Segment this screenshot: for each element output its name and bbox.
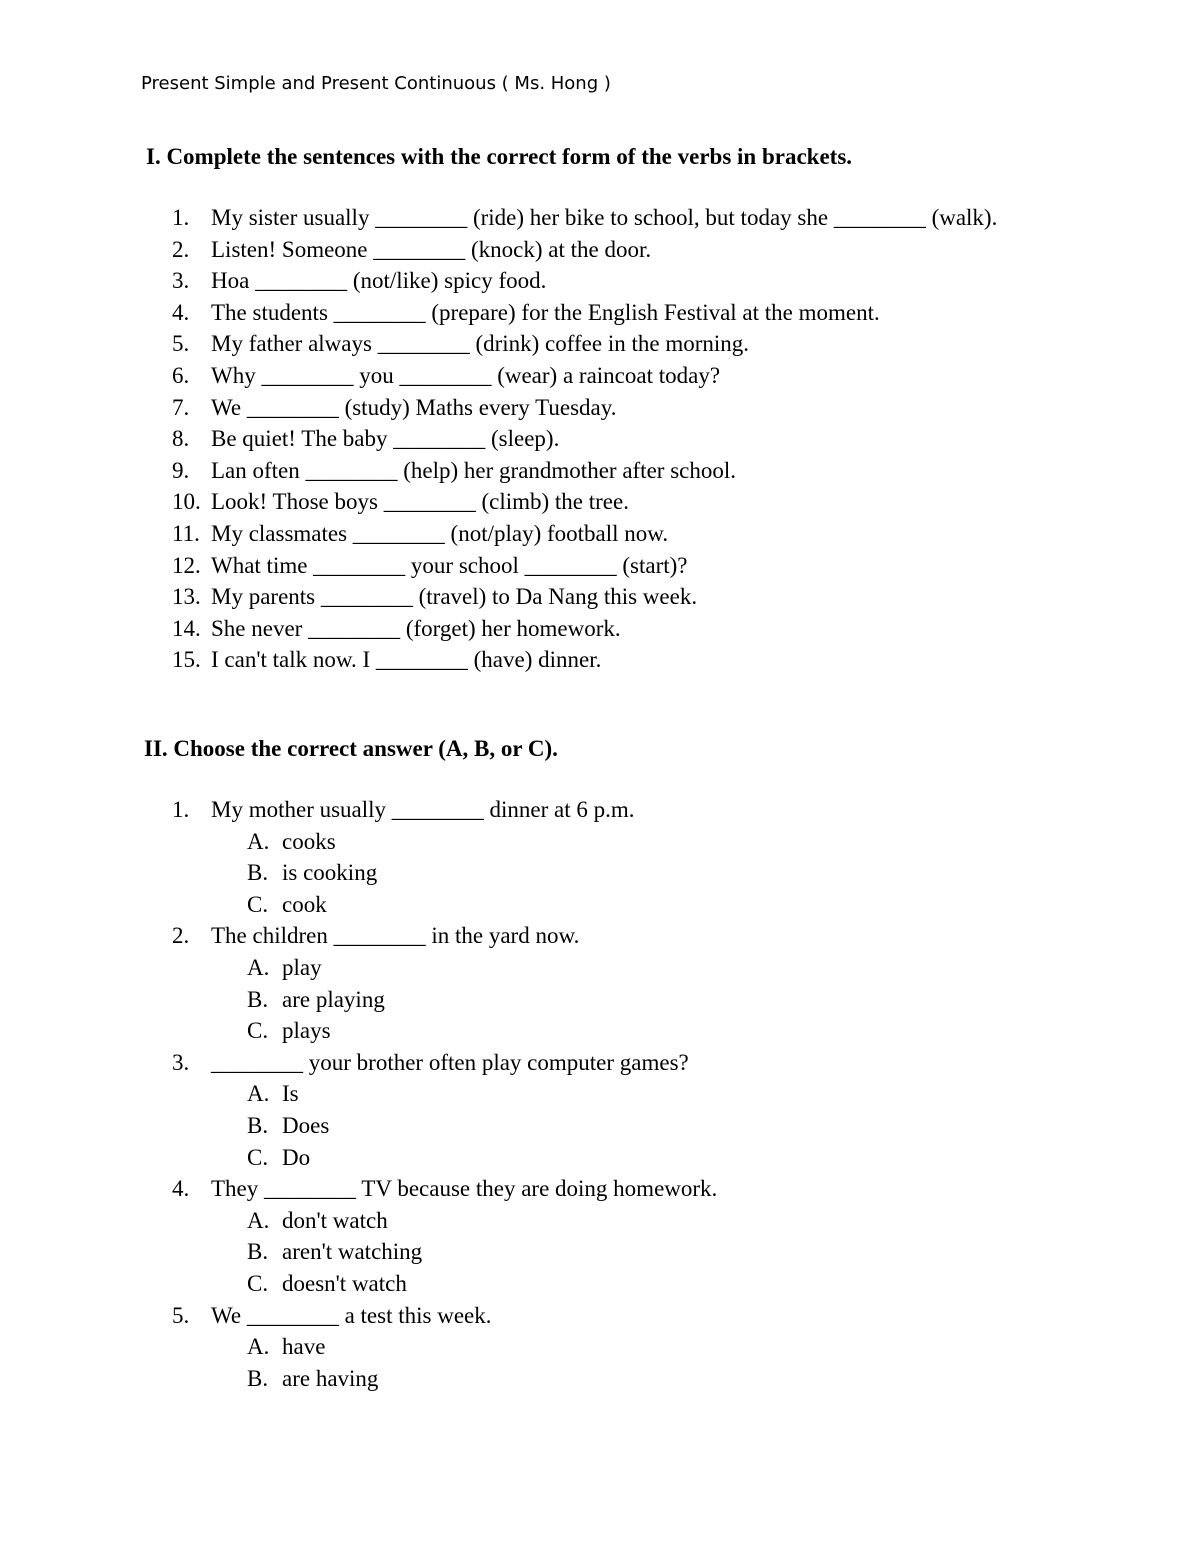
answer-option	[211, 1015, 1051, 1047]
question-text: They ________ TV because they are doing homework.	[211, 1176, 718, 1202]
page-header: Present Simple and Present Continuous ( Ms. Hong )	[141, 73, 611, 94]
item-text: My parents ________ (travel) to Da Nang this week.	[211, 584, 698, 610]
exercise-1-item	[0, 423, 1051, 455]
answer-option	[211, 952, 1051, 984]
option-letter: A.	[247, 828, 270, 854]
option-text: don't watch	[282, 1207, 388, 1233]
item-text: We ________ (study) Maths every Tuesday.	[211, 394, 617, 420]
option-letter: B.	[247, 1239, 269, 1265]
option-letter: B.	[247, 1365, 269, 1391]
exercise-1-item	[0, 518, 1051, 550]
option-text: Does	[282, 1112, 330, 1138]
item-number: 5.	[172, 331, 190, 357]
question-text: The children ________ in the yard now.	[211, 923, 580, 949]
question-text: My mother usually ________ dinner at 6 p.m.	[211, 797, 635, 822]
option-letter: B.	[247, 986, 269, 1012]
option-letter: C.	[247, 891, 269, 917]
exercise-1-item	[0, 644, 1051, 676]
question-text: We ________ a test this week.	[211, 1302, 492, 1328]
option-letter: A.	[247, 954, 270, 980]
exercise-1-item	[0, 613, 1051, 645]
answer-option	[211, 1363, 1051, 1395]
item-text: Be quiet! The baby ________ (sleep).	[211, 426, 560, 452]
item-number: 11.	[172, 520, 200, 546]
item-number: 15.	[172, 647, 201, 673]
item-number: 12.	[172, 552, 201, 578]
answer-option	[211, 1268, 1051, 1300]
exercise-1-item	[0, 202, 1051, 234]
exercise-2-item	[0, 920, 1051, 1046]
item-number: 2.	[172, 923, 190, 949]
option-text: cooks	[282, 828, 336, 854]
answer-option	[211, 826, 1051, 858]
answer-options	[211, 1205, 1051, 1300]
exercise-2-item	[0, 794, 1051, 920]
option-letter: A.	[247, 1334, 270, 1360]
exercise-1-item	[0, 265, 1051, 297]
item-number: 3.	[172, 1049, 190, 1075]
option-letter: C.	[247, 1270, 269, 1296]
item-text: Listen! Someone ________ (knock) at the door.	[211, 236, 652, 262]
item-number: 7.	[172, 394, 190, 420]
item-number: 10.	[172, 489, 201, 515]
item-text: Lan often ________ (help) her grandmother after school.	[211, 457, 736, 483]
answer-option	[211, 1078, 1051, 1110]
section-1-list	[0, 202, 1051, 676]
item-text: I can't talk now. I ________ (have) dinner.	[211, 647, 602, 673]
option-text: aren't watching	[282, 1239, 423, 1265]
item-text: The students ________ (prepare) for the English Festival at the moment.	[211, 299, 880, 325]
item-number: 14.	[172, 615, 201, 641]
item-number: 9.	[172, 457, 190, 483]
answer-options	[211, 826, 1051, 921]
item-text: She never ________ (forget) her homework.	[211, 615, 621, 641]
exercise-1-item	[0, 455, 1051, 487]
exercise-1-item	[0, 550, 1051, 582]
item-text: Look! Those boys ________ (climb) the tree.	[211, 489, 629, 515]
section-2-title: II. Choose the correct answer (A, B, or C).	[144, 736, 558, 761]
exercise-1-item	[0, 581, 1051, 613]
exercise-2-item	[0, 1047, 1051, 1173]
option-letter: C.	[247, 1144, 269, 1170]
option-text: Do	[282, 1144, 311, 1170]
exercise-1-item	[0, 297, 1051, 329]
answer-option	[211, 1205, 1051, 1237]
answer-options	[211, 952, 1051, 1047]
option-text: plays	[282, 1018, 331, 1044]
option-text: play	[282, 954, 322, 980]
item-number: 1.	[172, 797, 190, 822]
item-number: 5.	[172, 1302, 190, 1328]
item-text: My father always ________ (drink) coffee in the morning.	[211, 331, 750, 357]
answer-option	[211, 889, 1051, 921]
item-text: Hoa ________ (not/like) spicy food.	[211, 268, 547, 294]
item-number: 2.	[172, 236, 190, 262]
item-text: My classmates ________ (not/play) football now.	[211, 520, 669, 546]
answer-option	[211, 1331, 1051, 1363]
answer-option	[211, 984, 1051, 1016]
item-text: Why ________ you ________ (wear) a raincoat today?	[211, 362, 721, 388]
answer-option	[211, 1236, 1051, 1268]
option-text: cook	[282, 891, 327, 917]
exercise-2-item	[0, 1300, 1051, 1395]
answer-options	[211, 1331, 1051, 1394]
item-text: My sister usually ________ (ride) her bike to school, but today she ________ (walk).	[211, 205, 998, 230]
answer-option	[211, 1110, 1051, 1142]
option-text: are having	[282, 1365, 379, 1391]
item-number: 4.	[172, 299, 190, 325]
section-1-title: I. Complete the sentences with the correct form of the verbs in brackets.	[146, 144, 853, 169]
exercise-2-item	[0, 1173, 1051, 1299]
answer-options	[211, 1078, 1051, 1173]
question-text: ________ your brother often play computer games?	[211, 1049, 689, 1075]
option-letter: A.	[247, 1207, 270, 1233]
item-number: 4.	[172, 1176, 190, 1202]
option-text: Is	[282, 1081, 299, 1107]
exercise-1-item	[0, 360, 1051, 392]
item-number: 1.	[172, 205, 190, 230]
exercise-1-item	[0, 328, 1051, 360]
item-text: What time ________ your school ________ (start)?	[211, 552, 688, 578]
option-text: are playing	[282, 986, 385, 1012]
section-2-list	[0, 794, 1051, 1394]
exercise-1-item	[0, 392, 1051, 424]
option-text: is cooking	[282, 860, 378, 886]
item-number: 3.	[172, 268, 190, 294]
exercise-1-item	[0, 486, 1051, 518]
item-number: 6.	[172, 362, 190, 388]
option-letter: B.	[247, 1112, 269, 1138]
option-letter: B.	[247, 860, 269, 886]
option-letter: C.	[247, 1018, 269, 1044]
exercise-1-item	[0, 234, 1051, 266]
item-number: 8.	[172, 426, 190, 452]
answer-option	[211, 857, 1051, 889]
item-number: 13.	[172, 584, 201, 610]
option-text: have	[282, 1334, 326, 1360]
option-text: doesn't watch	[282, 1270, 407, 1296]
option-letter: A.	[247, 1081, 270, 1107]
answer-option	[211, 1142, 1051, 1174]
